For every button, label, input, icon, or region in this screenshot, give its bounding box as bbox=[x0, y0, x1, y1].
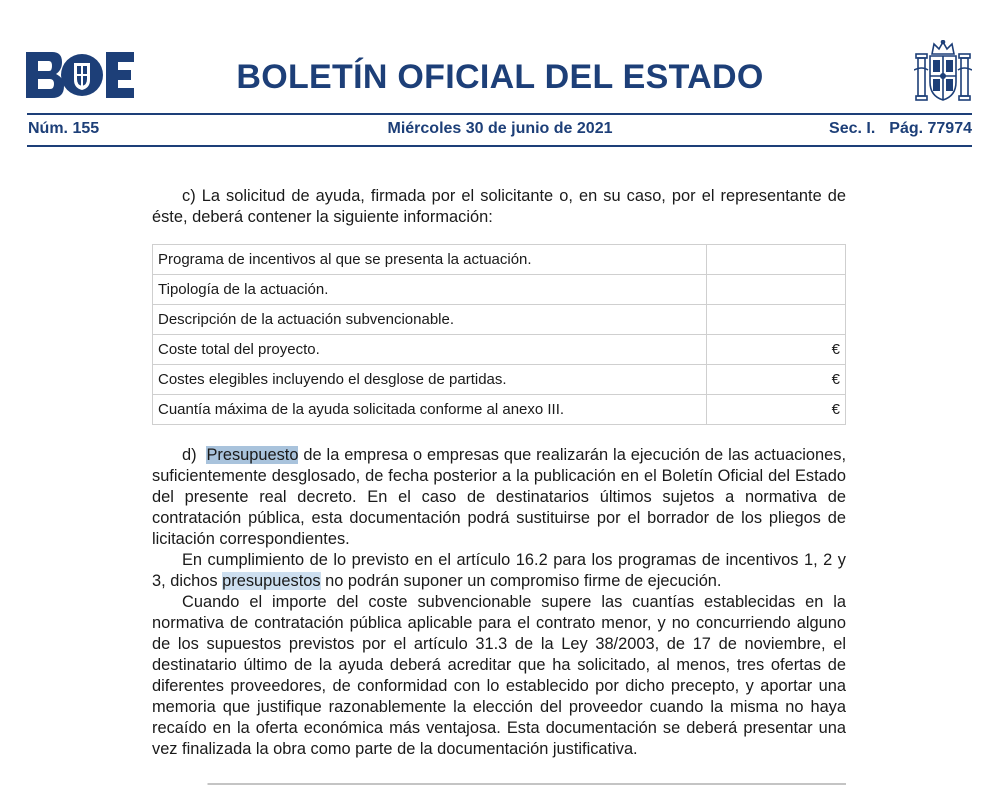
table-cell-label: Costes elegibles incluyendo el desglose de partidas. bbox=[153, 365, 707, 395]
paragraph-d bbox=[152, 445, 846, 550]
table-cell-value bbox=[707, 245, 846, 275]
header-rule-bottom bbox=[27, 145, 972, 147]
paragraph-c-block bbox=[152, 186, 846, 228]
table-cell-label: Programa de incentivos al que se presenta la actuación. bbox=[153, 245, 707, 275]
bulletin-number: Núm. 155 bbox=[28, 120, 100, 137]
table-cell-label: Cuantía máxima de la ayuda solicitada conforme al anexo III. bbox=[153, 395, 707, 425]
paragraph-2-post: no podrán suponer un compromiso firme de ejecución. bbox=[320, 572, 722, 590]
paragraph-c: c) La solicitud de ayuda, firmada por el solicitante o, en su caso, por el representante de éste, deberá contener la siguiente información: bbox=[152, 187, 846, 226]
table-cell-label: Descripción de la actuación subvencionable. bbox=[153, 305, 707, 335]
table-cell-value: € bbox=[707, 335, 846, 365]
table-cell-value: € bbox=[707, 395, 846, 425]
table-row bbox=[153, 365, 846, 395]
truncated-next-line bbox=[152, 779, 846, 786]
table-row bbox=[153, 245, 846, 275]
coat-of-arms-icon bbox=[914, 40, 972, 104]
table-cell-label: Coste total del proyecto. bbox=[153, 335, 707, 365]
table-row bbox=[153, 335, 846, 365]
page-number: Pág. 77974 bbox=[889, 120, 972, 137]
search-highlight-match[interactable]: presupuestos bbox=[222, 572, 321, 590]
table-row bbox=[153, 305, 846, 335]
paragraph-offers: Cuando el importe del coste subvencionable supere las cuantías establecidas en la normativa de contratación pública aplicable para el contrato menor, y no concurriendo alguno de los supuestos previstos por el artículo 31.3 de la Ley 38/2003, de 17 de noviembre, el destinatario último de la ayuda deberá acreditar que ha solicitado, al menos, tres ofertas de diferentes proveedores, de conformidad con lo establecido por dicho precepto, y aportar una memoria que justifique razonablemente la elección del proveedor cuando la misma no haya recaído en la oferta económica más ventajosa. Esta documentación se deberá presentar una vez finalizada la obra como parte de la documentación justificativa. bbox=[152, 593, 846, 758]
paragraph-budget-commitment bbox=[152, 550, 846, 592]
paragraph-2-pre: En cumplimiento de lo previsto en el artículo 16.2 para los programas de incentivos 1, 2 y 3, dichos bbox=[152, 551, 846, 590]
bulletin-date: Miércoles 30 de junio de 2021 bbox=[387, 120, 613, 137]
table-cell-value: € bbox=[707, 365, 846, 395]
application-info-table bbox=[152, 244, 846, 425]
table-row bbox=[153, 395, 846, 425]
paragraph-d-prefix: d) bbox=[182, 446, 197, 464]
section-page bbox=[829, 120, 972, 138]
table-cell-value bbox=[707, 305, 846, 335]
paragraph-d-text: de la empresa o empresas que realizarán la ejecución de las actuaciones, suficientemente desglosado, de fecha posterior a la publicación en el Boletín Oficial del Estado del presente real decreto. En el caso de destinatarios últimos sujetos a normativa de contratación pública, esta documentación podrá sustituirse por el borrador de los pliegos de licitación correspondientes. bbox=[152, 446, 846, 548]
paragraph-d-block bbox=[152, 445, 846, 760]
table-cell-value bbox=[707, 275, 846, 305]
table-cell-label: Tipología de la actuación. bbox=[153, 275, 707, 305]
section-label: Sec. I. bbox=[829, 120, 876, 137]
header-rule-top bbox=[27, 113, 972, 115]
search-highlight-current[interactable]: Presupuesto bbox=[206, 446, 299, 464]
page-title: BOLETÍN OFICIAL DEL ESTADO bbox=[236, 58, 764, 96]
table-row bbox=[153, 275, 846, 305]
